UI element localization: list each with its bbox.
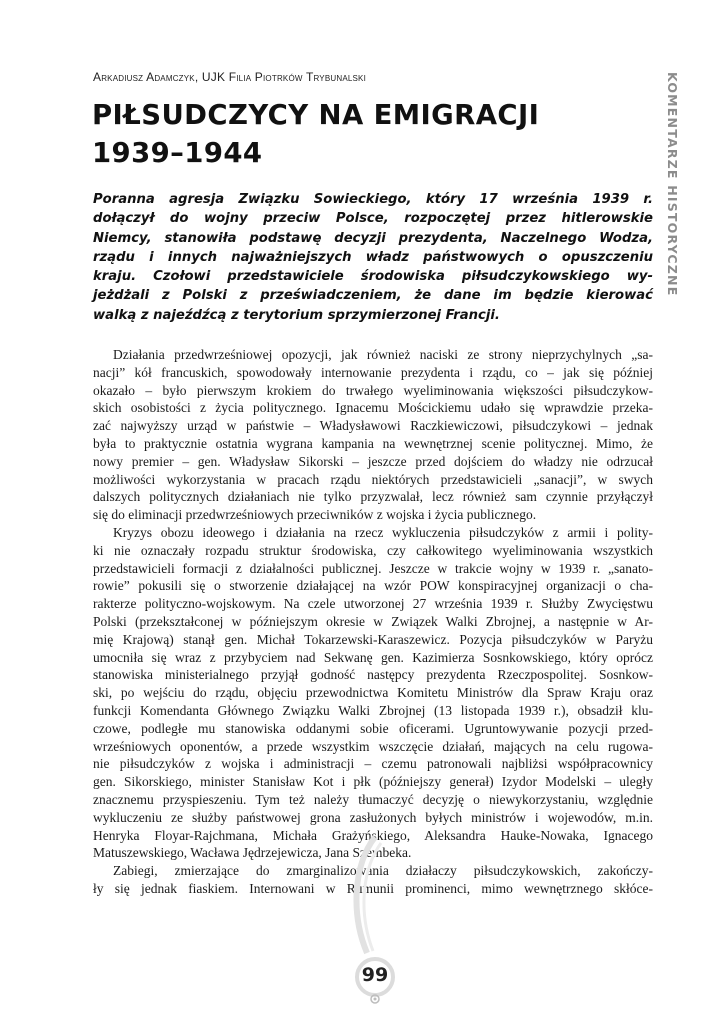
body-line: skich osobistości z życia politycznego. Ignacemu Mościckiemu udało się wprawdzie przeka- xyxy=(93,400,653,416)
lead-line: kraju. Czołowi przedstawiciele środowiska piłsudczykowskiego wy- xyxy=(93,269,653,285)
body-line: możliwości wykorzystania w pracach rządu niektórych przedstawicieli „sanacji”, w swych xyxy=(93,471,653,487)
body-line: Polski (przekształconej w późniejszym okresie w Związek Walki Zbrojnej, a następnie w Ar- xyxy=(93,613,653,629)
body-line: była to praktycznie ostatnia wygrana kampania na wewnętrznej scenie politycznej. Mimo, że xyxy=(93,435,653,451)
body-line: rowie” pokusili się o stworzenie działającej na wzór POW konspiracyjnej organizacji o cha- xyxy=(93,578,653,594)
lead-line: jeżdżali z Polski z przeświadczeniem, że dane im będzie kierować xyxy=(93,288,653,304)
body-line: funkcji Komendanta Głównego Związku Walki Zbrojnej (13 listopada 1939 r.), obsadził klu- xyxy=(93,702,653,718)
body-line: nie piłsudczyków z wojska i administracji – czemu patronowali najbliżsi współpracownicy xyxy=(93,756,653,772)
body-line: znacznemu przyspieszeniu. Tym też należy tłumaczyć decyzję o niewykorzystaniu, względnie xyxy=(93,791,653,807)
body-line: przedstawicieli formacji z działalności publicznej. Jeszcze w trakcie wojny w 1939 r. „sanato- xyxy=(93,560,653,576)
page-number: 99 xyxy=(361,964,389,986)
lead-line: Niemcy, stanowiła podstawę decyzji prezydenta, Naczelnego Wodza, xyxy=(93,230,653,246)
body-line: ły się jednak fiaskiem. Internowani w Rumunii prominenci, mimo wewnętrznego skłóce- xyxy=(93,880,653,896)
title-line: 1939–1944 xyxy=(92,137,263,169)
body-line: nowy premier – gen. Władysław Sikorski – jeszcze przed dojściem do władzy nie odrzucał xyxy=(93,453,653,469)
body-line: wrześniowych oponentów, a przede wszystkim wszczęcie działań, mających na celu rugowa- xyxy=(93,738,653,754)
body-line: ski, po wejściu do rządu, objęciu przewodnictwa Komitetu Ministrów dla Spraw Kraju oraz xyxy=(93,685,653,701)
section-sidebar xyxy=(657,72,683,330)
body-line: dalszych politycznych działaniach nie tylko przyzwalał, lecz również sam czynnie przyłączył xyxy=(93,489,653,505)
author-line: Arkadiusz Adamczyk, UJK Filia Piotrków Trybunalski xyxy=(93,70,367,84)
body-line: Działania przedwrześniowej opozycji, jak również naciski ze strony nieprzychylnych „sa- xyxy=(113,347,653,362)
lead-line: rządu i innych najważniejszych władz państwowych o opuszczeniu xyxy=(93,249,653,265)
body-line: Henryka Floyar-Rajchmana, Michała Grażyńskiego, Aleksandra Hauke-Nowaka, Ignacego xyxy=(93,827,653,843)
body-line: ki nie oznaczały rozpadu struktur środowiska, czy całkowitego wyeliminowania wszystkich xyxy=(93,542,653,558)
body-line: umocniła się wraz z przybyciem nad Sekwanę gen. Kazimierza Sosnkowskiego, który oprócz xyxy=(93,649,653,665)
body-line: Kryzys obozu ideowego i działania na rzecz wykluczenia piłsudczyków z armii i polity- xyxy=(113,524,653,540)
body-line: gen. Sikorskiego, minister Stanisław Kot i płk (późniejszy generał) Izydor Modelski – uległy xyxy=(93,774,653,790)
title-line: PIŁSUDCZYCY NA EMIGRACJI xyxy=(92,99,540,131)
body-line: wykluczeniu ze służby państwowej grona zasłużonych byłych ministrów i wojewodów, m.in. xyxy=(93,809,653,825)
body-line: okazało – było pierwszym krokiem do trwałego wyeliminowania większości piłsudczykow- xyxy=(93,382,653,398)
section-label: KOMENTARZE HISTORYCZNE xyxy=(665,72,680,297)
decorative-ornament xyxy=(345,835,385,955)
lead-paragraph xyxy=(93,190,653,325)
body-line: Zabiegi, zmierzające do zmarginalizowania działaczy piłsudczykowskich, zakończy- xyxy=(113,863,653,879)
body-line: Matuszewskiego, Wacława Jędrzejewicza, Jana Szembeka. xyxy=(93,845,412,861)
body-text xyxy=(93,346,653,898)
body-line: rakterze polityczno-wojskowym. Na czele utworzonej 27 września 1939 r. Służby Zwycięstwu xyxy=(93,596,653,612)
page-number-badge xyxy=(350,955,400,1007)
article-title xyxy=(92,96,652,172)
body-line: nacji” kół francuskich, spowodowały internowanie prezydenta i rządu, co – jak się później xyxy=(93,364,653,380)
lead-line: dołączył do wojny przeciw Polsce, rozpoczętej przez hitlerowskie xyxy=(93,211,653,227)
body-line: się do eliminacji przedwrześniowych przeciwników z wojska i życia publicznego. xyxy=(93,507,537,523)
body-line: zać najwyższy urząd w państwie – Władysławowi Raczkiewiczowi, piłsudczykowi – jednak xyxy=(93,418,653,434)
body-line: czowe, podległe mu stanowiska oddanymi sobie oficerami. Ugruntowywanie pozycji przed- xyxy=(93,720,653,736)
lead-line: walką z najeźdźcą z terytorium sprzymierzonej Francji. xyxy=(93,307,500,323)
body-line: mię Krajową) stanął gen. Michał Tokarzewski-Karaszewicz. Pozycja piłsudczyków w Paryżu xyxy=(93,631,653,647)
lead-line: Poranna agresja Związku Sowieckiego, który 17 września 1939 r. xyxy=(93,192,653,207)
body-line: stanowiska ministerialnego przyjął godność następcy prezydenta Rzeczpospolitej. Sosnkow- xyxy=(93,667,653,683)
